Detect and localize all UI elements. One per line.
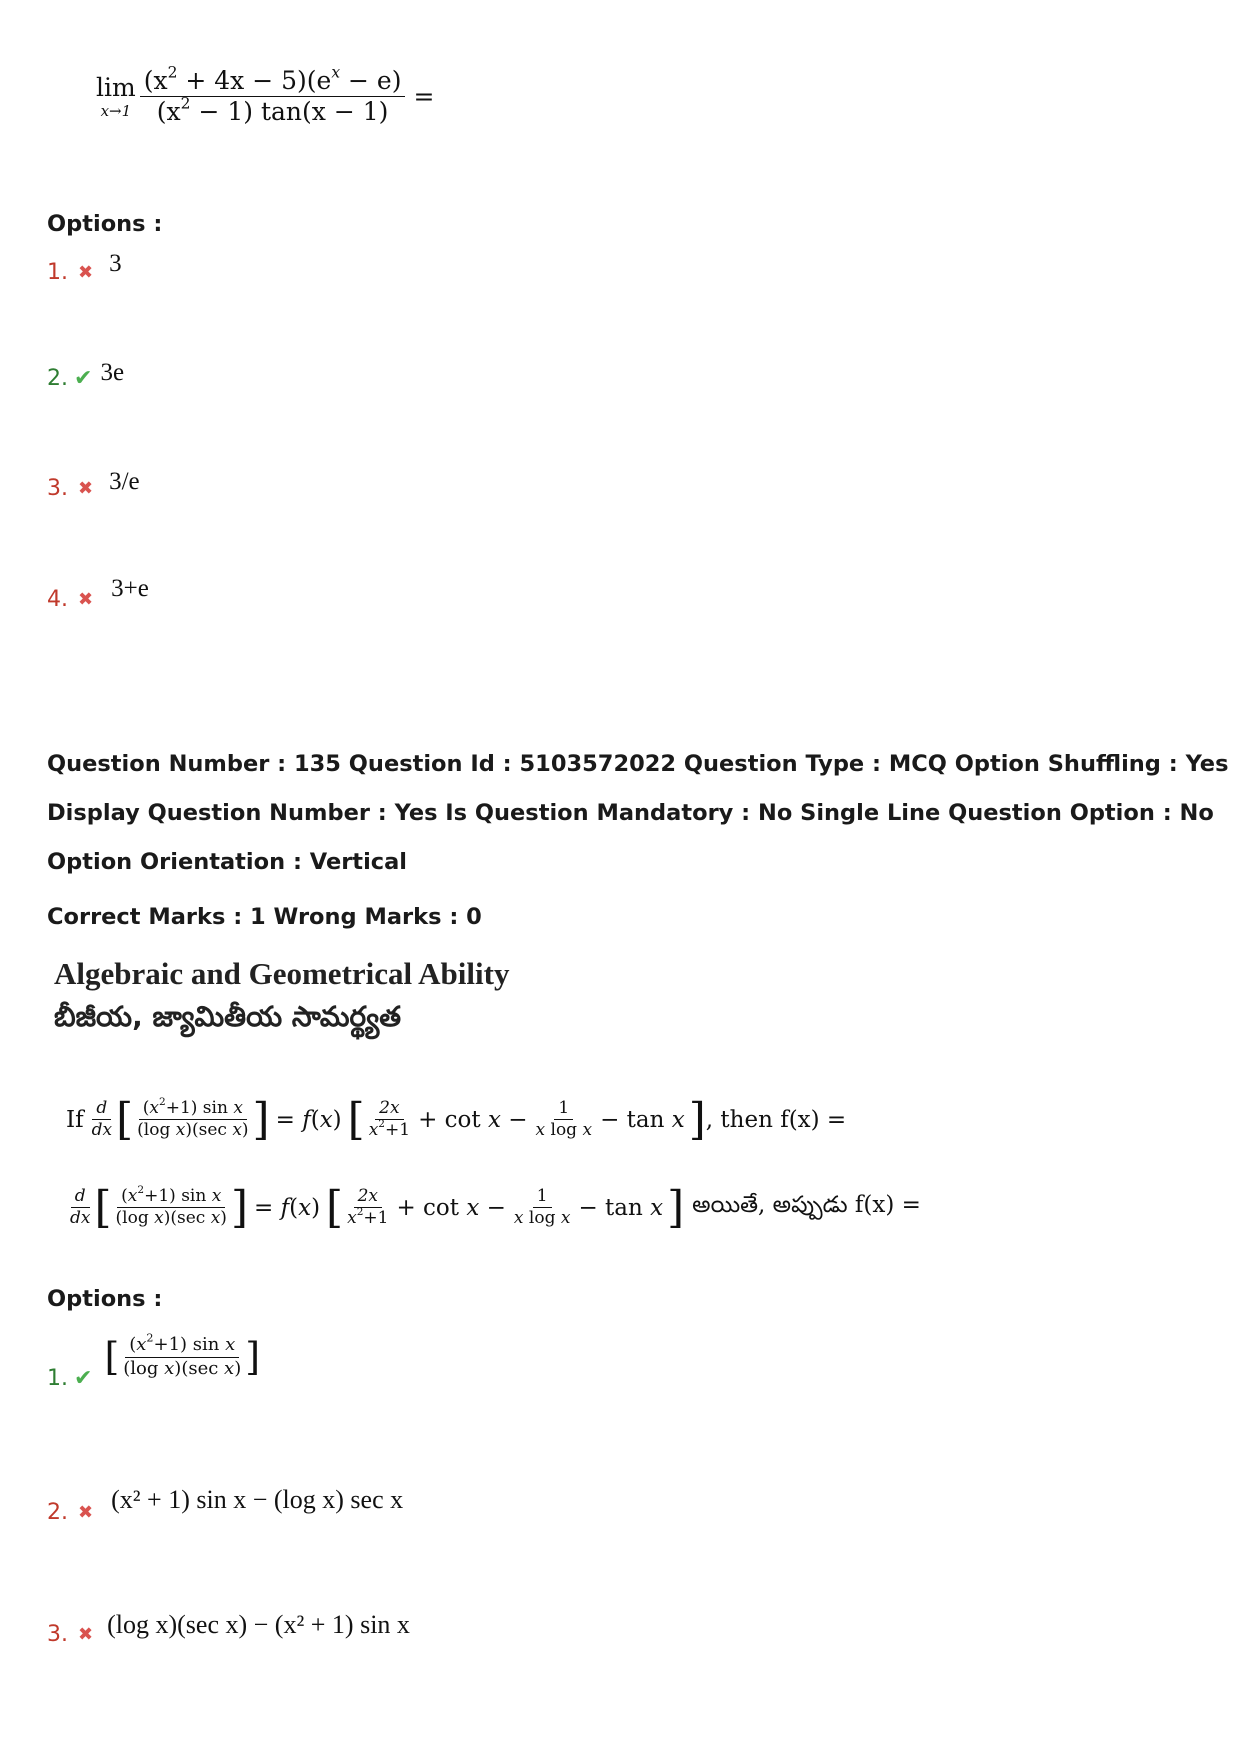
option-number: 4. <box>47 587 68 612</box>
option-number: 3. <box>47 476 68 501</box>
telugu-then-text: అయితే, అప్పుడు f(x) = <box>692 1191 921 1218</box>
question-meta-line-3: Option Orientation : Vertical <box>47 849 408 875</box>
option-number: 2. <box>47 366 68 391</box>
question-telugu: $\frac{d}{dx}$ [ $\frac{(x^2+1) \sin x}{\text{(log x)(sec x)}}$ ] = f(x) [ $\frac{2x}{x^2+1}$ + cot x − $\frac{1}{\text{x log x}}$ − tan x ] అయితే, అప్పుడు f(x) = <box>70 1182 921 1233</box>
option-2[interactable] <box>47 1484 404 1525</box>
option-value: (x² + 1) sin x − (log x) sec x <box>111 1484 404 1514</box>
question-meta-line-2: Display Question Number : Yes Is Question Mandatory : No Single Line Question Option : No <box>47 800 1214 826</box>
limit-expression <box>96 63 435 127</box>
limit-numerator: $(x^2 + 4x - 5)(e^x - e)$ <box>140 68 406 97</box>
limit-word: lim <box>96 73 136 103</box>
option-number: 1. <box>47 1365 68 1391</box>
limit-fraction <box>140 63 406 127</box>
options-label: Options : <box>47 211 163 237</box>
cross-icon: ✖ <box>78 1624 94 1645</box>
cross-icon: ✖ <box>78 262 94 283</box>
then-text: , then f(x) = <box>705 1106 847 1133</box>
option-number: 2. <box>47 1500 68 1525</box>
section-title-telugu: బీజీయ, జ్యామితీయ సామర్థ్యత <box>54 1000 402 1033</box>
option-1[interactable] <box>47 1331 261 1393</box>
options-label: Options : <box>47 1286 163 1312</box>
question-meta-line-1: Question Number : 135 Question Id : 5103572022 Question Type : MCQ Option Shuffling : Yes <box>47 751 1229 777</box>
option-value: [ $\frac{(x^2+1) \sin x}{\text{(log x)(sec x)}}$ ] <box>104 1331 261 1380</box>
question-english: If $\frac{d}{dx}$ [ $\frac{(x^2+1) \sin x}{\text{(log x)(sec x)}}$ ] = f(x) [ $\frac{2x}{x^2+1}$ + cot x − $\frac{1}{\text{x log x}}$ − tan x ] , then f(x) = <box>66 1094 847 1145</box>
option-number: 3. <box>47 1622 68 1647</box>
option-value: (log x)(sec x) − (x² + 1) sin x <box>107 1609 410 1639</box>
option-value: 3 <box>109 249 122 277</box>
option-value: 3e <box>100 358 125 386</box>
option-4[interactable] <box>47 574 149 612</box>
option-value: 3+e <box>111 574 149 602</box>
if-word: If <box>66 1106 84 1133</box>
option-2[interactable] <box>47 358 125 391</box>
check-icon: ✔ <box>74 366 93 391</box>
option-1[interactable] <box>47 249 122 285</box>
cross-icon: ✖ <box>78 589 94 610</box>
option-number: 1. <box>47 260 68 285</box>
check-icon: ✔ <box>74 1365 93 1391</box>
limit-subscript: x→1 <box>100 102 132 121</box>
limit-denominator: $(x^2 - 1) \tan(x - 1)$ <box>156 94 389 127</box>
cross-icon: ✖ <box>78 478 94 499</box>
marks-line: Correct Marks : 1 Wrong Marks : 0 <box>47 904 482 930</box>
option-3[interactable] <box>47 1609 410 1647</box>
equals-sign: = <box>413 82 435 112</box>
section-title-english: Algebraic and Geometrical Ability <box>54 956 510 991</box>
cross-icon: ✖ <box>78 1502 94 1523</box>
option-3[interactable] <box>47 467 140 501</box>
option-value: 3/e <box>109 467 140 495</box>
